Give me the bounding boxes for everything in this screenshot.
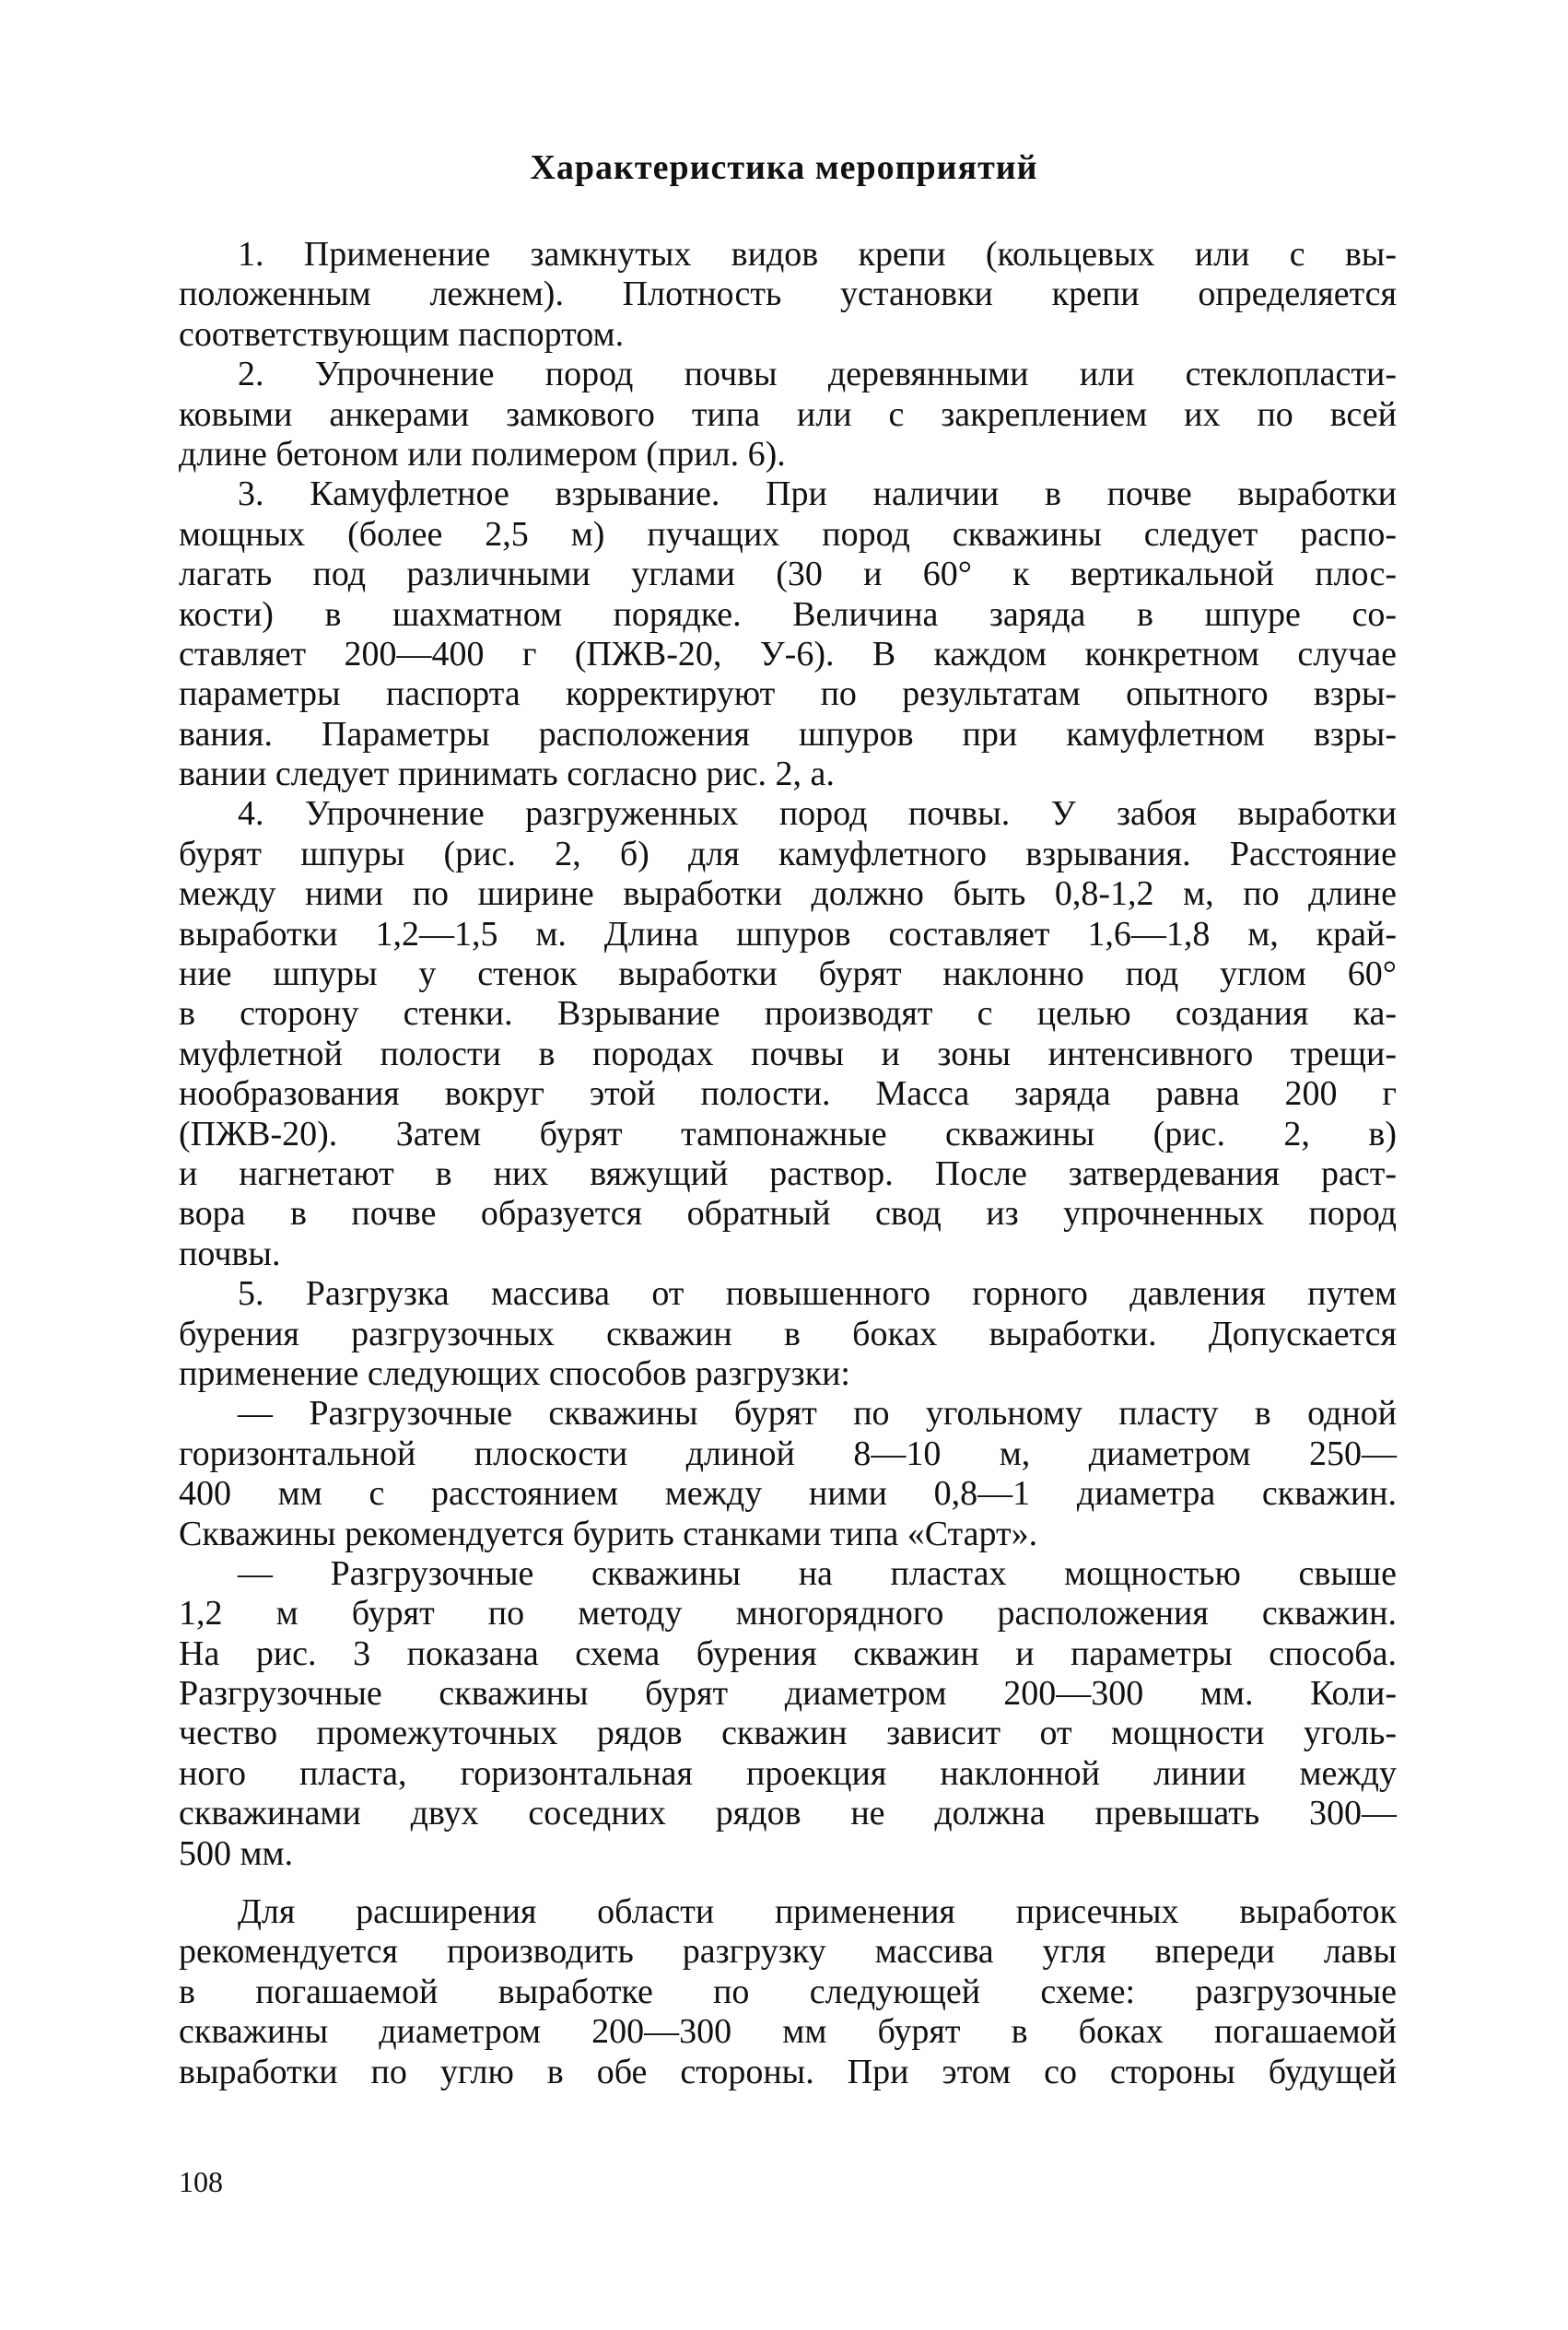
text-line: выработки 1,2—1,5 м. Длина шпуров составляет 1,6—1,8 м, край- bbox=[179, 914, 1397, 954]
text-line: применение следующих способов разгрузки: bbox=[179, 1353, 850, 1393]
text-line: скважины диаметром 200—300 мм бурят в боках погашаемой bbox=[179, 2012, 1397, 2052]
text-line: муфлетной полости в породах почвы и зоны интенсивного трещи- bbox=[179, 1034, 1397, 1073]
section-title: Характеристика мероприятий bbox=[530, 148, 1038, 187]
paragraph bbox=[179, 235, 1397, 355]
text-line: бурят шпуры (рис. 2, б) для камуфлетного взрывания. Расстояние bbox=[179, 834, 1397, 873]
text-line: 500 мм. bbox=[179, 1833, 294, 1873]
text-line: соответствующим паспортом. bbox=[179, 314, 625, 354]
body-text bbox=[179, 235, 1397, 2092]
text-line: между ними по ширине выработки должно быть 0,8-1,2 м, по длине bbox=[179, 874, 1397, 914]
text-line: На рис. 3 показана схема бурения скважин и параметры способа. bbox=[179, 1633, 1397, 1673]
text-line: рекомендуется производить разгрузку массива угля впереди лавы bbox=[179, 1932, 1397, 1972]
text-line: длине бетоном или полимером (прил. 6). bbox=[179, 434, 786, 474]
paragraph bbox=[179, 474, 1397, 794]
text-line: вора в почве образуется обратный свод из упрочненных пород bbox=[179, 1194, 1397, 1234]
text-line: 5. Разгрузка массива от повышенного горного давления путем bbox=[238, 1274, 1397, 1314]
text-line: — Разгрузочные скважины на пластах мощностью свыше bbox=[238, 1553, 1397, 1593]
text-line: 400 мм с расстоянием между ними 0,8—1 диаметра скважин. bbox=[179, 1474, 1397, 1514]
text-line: ставляет 200—400 г (ПЖВ-20, У-6). В каждом конкретном случае bbox=[179, 634, 1397, 673]
text-line: нообразования вокруг этой полости. Масса заряда равна 200 г bbox=[179, 1074, 1397, 1114]
paragraph-gap bbox=[179, 1874, 1397, 1892]
text-line: мощных (более 2,5 м) пучащих пород скважины следует распо- bbox=[179, 514, 1397, 554]
text-line: Разгрузочные скважины бурят диаметром 200—300 мм. Коли- bbox=[179, 1674, 1397, 1714]
text-line: ковыми анкерами замкового типа или с закреплением их по всей bbox=[179, 394, 1397, 434]
paragraph bbox=[179, 794, 1397, 1274]
text-line: параметры паспорта корректируют по результатам опытного взры- bbox=[179, 674, 1397, 714]
text-line: и нагнетают в них вяжущий раствор. После затвердевания раст- bbox=[179, 1153, 1397, 1193]
text-line: в сторону стенки. Взрывание производят с целью создания ка- bbox=[179, 994, 1397, 1034]
text-line: выработки по углю в обе стороны. При этом со стороны будущей bbox=[179, 2052, 1397, 2091]
text-line: в погашаемой выработке по следующей схеме: разгрузочные bbox=[179, 1972, 1397, 2011]
text-line: горизонтальной плоскости длиной 8—10 м, диаметром 250— bbox=[179, 1434, 1397, 1473]
page-number: 108 bbox=[179, 2165, 223, 2198]
text-line: ние шпуры у стенок выработки бурят наклонно под углом 60° bbox=[179, 954, 1397, 994]
paragraph bbox=[179, 1892, 1397, 2092]
text-line: 1. Применение замкнутых видов крепи (кольцевых или с вы- bbox=[238, 235, 1397, 274]
text-line: вания. Параметры расположения шпуров при камуфлетном взры- bbox=[179, 714, 1397, 754]
text-line: 2. Упрочнение пород почвы деревянными или стеклопласти- bbox=[238, 355, 1397, 394]
text-line: положенным лежнем). Плотность установки крепи определяется bbox=[179, 275, 1397, 314]
paragraph bbox=[179, 355, 1397, 474]
text-line: Для расширения области применения присечных выработок bbox=[238, 1892, 1397, 1932]
text-line: 3. Камуфлетное взрывание. При наличии в почве выработки bbox=[238, 474, 1397, 514]
text-line: бурения разгрузочных скважин в боках выработки. Допускается bbox=[179, 1314, 1397, 1353]
text-line: ного пласта, горизонтальная проекция наклонной линии между bbox=[179, 1753, 1397, 1793]
text-line: почвы. bbox=[179, 1234, 281, 1273]
text-line: — Разгрузочные скважины бурят по угольному пласту в одной bbox=[238, 1394, 1397, 1434]
text-line: Скважины рекомендуется бурить станками типа «Старт». bbox=[179, 1514, 1038, 1553]
paragraph bbox=[179, 1394, 1397, 1554]
text-line: чество промежуточных рядов скважин зависит от мощности уголь- bbox=[179, 1714, 1397, 1753]
text-line: 1,2 м бурят по методу многорядного расположения скважин. bbox=[179, 1594, 1397, 1633]
paragraph bbox=[179, 1274, 1397, 1394]
paragraph bbox=[179, 1554, 1397, 1874]
text-line: кости) в шахматном порядке. Величина заряда в шпуре со- bbox=[179, 594, 1397, 634]
text-line: скважинами двух соседних рядов не должна превышать 300— bbox=[179, 1794, 1397, 1833]
text-line: вании следует принимать согласно рис. 2, а. bbox=[179, 755, 835, 794]
text-line: лагать под различными углами (30 и 60° к вертикальной плос- bbox=[179, 555, 1397, 594]
text-line: (ПЖВ-20). Затем бурят тампонажные скважины (рис. 2, в) bbox=[179, 1114, 1397, 1153]
text-line: 4. Упрочнение разгруженных пород почвы. У забоя выработки bbox=[238, 794, 1397, 834]
